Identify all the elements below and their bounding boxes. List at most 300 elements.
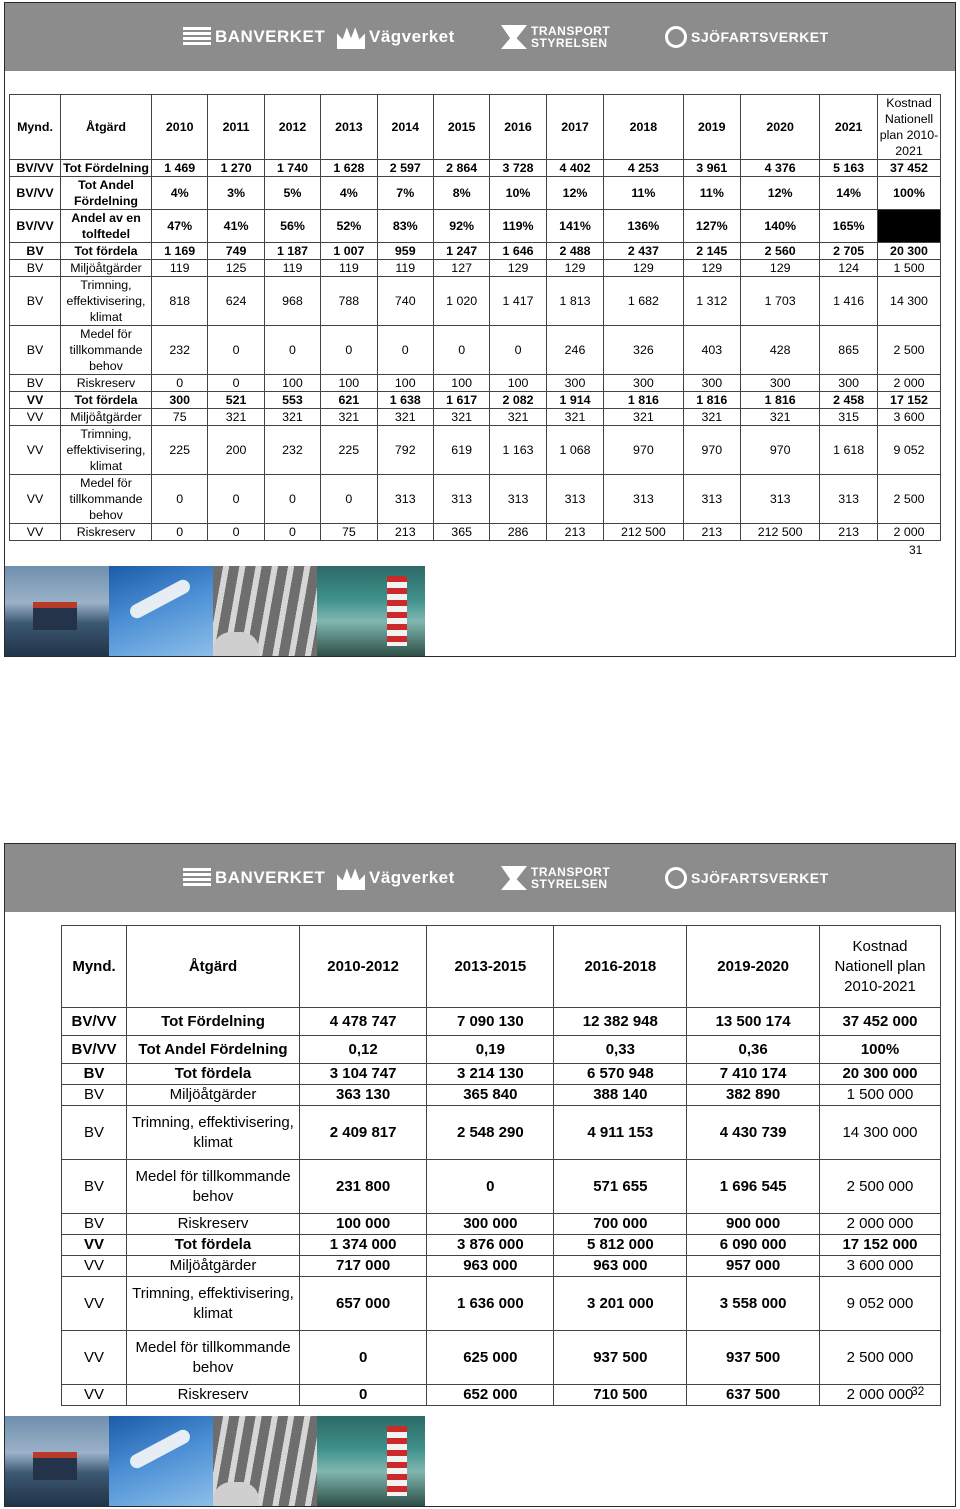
value-cell: 213 <box>546 524 604 541</box>
measure-cell: Miljöåtgärder <box>127 1256 300 1277</box>
value-cell: 2 705 <box>820 243 878 260</box>
value-cell: 212 500 <box>604 524 683 541</box>
value-cell: 56% <box>264 210 320 243</box>
transportstyrelsen-logo: TRANSPORT STYRELSEN <box>501 864 610 892</box>
value-cell: 212 500 <box>741 524 820 541</box>
value-cell: 232 <box>264 426 320 475</box>
ship-photo <box>5 1416 109 1507</box>
value-cell: 1 500 <box>878 260 941 277</box>
measure-cell: Riskreserv <box>61 524 152 541</box>
measure-cell: Andel av en tolftedel <box>61 210 152 243</box>
col-header: 2020 <box>741 95 820 160</box>
table-row <box>62 1235 941 1256</box>
value-cell: 2 500 <box>878 326 941 375</box>
value-cell: 300 <box>683 375 741 392</box>
value-cell: 140% <box>741 210 820 243</box>
value-cell: 970 <box>683 426 741 475</box>
value-cell: 1 703 <box>741 277 820 326</box>
value-cell: 213 <box>377 524 433 541</box>
measure-cell: Medel för tillkommande behov <box>61 326 152 375</box>
col-header: 2016-2018 <box>554 926 687 1008</box>
value-cell: 365 840 <box>427 1085 554 1106</box>
value-cell: 749 <box>208 243 264 260</box>
table-row <box>62 1085 941 1106</box>
table-row <box>10 524 941 541</box>
value-cell: 12% <box>546 177 604 210</box>
table-row <box>10 177 941 210</box>
value-cell: 3 214 130 <box>427 1064 554 1085</box>
value-cell: 0 <box>152 375 208 392</box>
value-cell: 1 312 <box>683 277 741 326</box>
value-cell: 321 <box>546 409 604 426</box>
agency-cell: VV <box>62 1385 127 1406</box>
table-row <box>10 160 941 177</box>
value-cell: 2 500 000 <box>820 1331 941 1385</box>
table-row <box>62 1106 941 1160</box>
value-cell: 13 500 174 <box>687 1008 820 1036</box>
measure-cell: Tot Andel Fördelning <box>127 1036 300 1064</box>
measure-cell: Tot Fördelning <box>127 1008 300 1036</box>
agency-cell: BV <box>10 326 61 375</box>
col-header: 2018 <box>604 95 683 160</box>
value-cell: 0 <box>208 326 264 375</box>
value-cell: 1 270 <box>208 160 264 177</box>
page-number: 31 <box>909 543 923 557</box>
value-cell: 14 300 000 <box>820 1106 941 1160</box>
value-cell <box>878 210 941 243</box>
value-cell: 129 <box>490 260 546 277</box>
value-cell: 4 478 747 <box>300 1008 427 1036</box>
value-cell: 959 <box>377 243 433 260</box>
ship-photo <box>5 566 109 657</box>
transportstyrelsen-mark-icon <box>501 25 527 49</box>
value-cell: 20 300 000 <box>820 1064 941 1085</box>
value-cell: 313 <box>683 475 741 524</box>
value-cell: 968 <box>264 277 320 326</box>
value-cell: 963 000 <box>554 1256 687 1277</box>
value-cell: 3 558 000 <box>687 1277 820 1331</box>
value-cell: 2 488 <box>546 243 604 260</box>
value-cell: 9 052 <box>878 426 941 475</box>
value-cell: 0,19 <box>427 1036 554 1064</box>
measure-cell: Tot Fördelning <box>61 160 152 177</box>
airplane-photo <box>109 566 213 657</box>
table-row <box>10 210 941 243</box>
agency-cell: BV <box>62 1160 127 1214</box>
value-cell: 1 416 <box>820 277 878 326</box>
value-cell: 286 <box>490 524 546 541</box>
value-cell: 213 <box>820 524 878 541</box>
value-cell: 17 152 <box>878 392 941 409</box>
measure-cell: Miljöåtgärder <box>127 1085 300 1106</box>
value-cell: 200 <box>208 426 264 475</box>
value-cell: 1 816 <box>683 392 741 409</box>
value-cell: 363 130 <box>300 1085 427 1106</box>
value-cell: 313 <box>377 475 433 524</box>
measure-cell: Medel för tillkommande behov <box>61 475 152 524</box>
value-cell: 8% <box>433 177 489 210</box>
value-cell: 1 163 <box>490 426 546 475</box>
value-cell: 47% <box>152 210 208 243</box>
col-header: 2012 <box>264 95 320 160</box>
value-cell: 553 <box>264 392 320 409</box>
value-cell: 1 914 <box>546 392 604 409</box>
value-cell: 2 548 290 <box>427 1106 554 1160</box>
value-cell: 321 <box>604 409 683 426</box>
value-cell: 1 247 <box>433 243 489 260</box>
train-crossing-photo <box>317 566 425 657</box>
col-header: 2019-2020 <box>687 926 820 1008</box>
value-cell: 124 <box>820 260 878 277</box>
measure-cell: Riskreserv <box>61 375 152 392</box>
vagverket-logo: Vägverket <box>337 23 455 51</box>
value-cell: 5% <box>264 177 320 210</box>
value-cell: 0,33 <box>554 1036 687 1064</box>
value-cell: 14% <box>820 177 878 210</box>
agency-cell: BV/VV <box>10 160 61 177</box>
airplane-photo <box>109 1416 213 1507</box>
value-cell: 300 000 <box>427 1214 554 1235</box>
value-cell: 1 007 <box>321 243 377 260</box>
value-cell: 313 <box>433 475 489 524</box>
value-cell: 0 <box>427 1160 554 1214</box>
value-cell: 300 <box>741 375 820 392</box>
value-cell: 83% <box>377 210 433 243</box>
value-cell: 100 000 <box>300 1214 427 1235</box>
transportstyrelsen-logo: TRANSPORT STYRELSEN <box>501 23 610 51</box>
col-header: 2021 <box>820 95 878 160</box>
value-cell: 792 <box>377 426 433 475</box>
value-cell: 3 728 <box>490 160 546 177</box>
value-cell: 2 000 000 <box>820 1385 941 1406</box>
table-row <box>62 1008 941 1036</box>
value-cell: 0 <box>208 375 264 392</box>
value-cell: 0 <box>264 524 320 541</box>
agency-cell: BV/VV <box>10 177 61 210</box>
value-cell: 321 <box>490 409 546 426</box>
value-cell: 0,12 <box>300 1036 427 1064</box>
value-cell: 0 <box>377 326 433 375</box>
value-cell: 1 813 <box>546 277 604 326</box>
table-row <box>62 1214 941 1235</box>
value-cell: 388 140 <box>554 1085 687 1106</box>
value-cell: 1 816 <box>604 392 683 409</box>
measure-cell: Tot fördela <box>127 1064 300 1085</box>
value-cell: 970 <box>604 426 683 475</box>
value-cell: 1 469 <box>152 160 208 177</box>
value-cell: 2 597 <box>377 160 433 177</box>
value-cell: 970 <box>741 426 820 475</box>
table-row <box>10 260 941 277</box>
value-cell: 1 816 <box>741 392 820 409</box>
value-cell: 1 500 000 <box>820 1085 941 1106</box>
value-cell: 937 500 <box>554 1331 687 1385</box>
value-cell: 1 646 <box>490 243 546 260</box>
agency-cell: VV <box>62 1277 127 1331</box>
value-cell: 213 <box>683 524 741 541</box>
value-cell: 0 <box>433 326 489 375</box>
value-cell: 365 <box>433 524 489 541</box>
value-cell: 717 000 <box>300 1256 427 1277</box>
col-header: 2016 <box>490 95 546 160</box>
agency-cell: BV <box>62 1064 127 1085</box>
vagverket-crown-icon <box>337 25 365 49</box>
banverket-mark-icon <box>183 868 211 888</box>
value-cell: 2 000 000 <box>820 1214 941 1235</box>
pedestrian-crossing-photo <box>213 1416 317 1507</box>
value-cell: 2 000 <box>878 375 941 392</box>
value-cell: 7 410 174 <box>687 1064 820 1085</box>
value-cell: 1 417 <box>490 277 546 326</box>
slide-31 <box>4 2 956 657</box>
value-cell: 119% <box>490 210 546 243</box>
value-cell: 963 000 <box>427 1256 554 1277</box>
col-header: Åtgärd <box>127 926 300 1008</box>
value-cell: 127 <box>433 260 489 277</box>
value-cell: 225 <box>321 426 377 475</box>
value-cell: 1 169 <box>152 243 208 260</box>
table-row <box>10 392 941 409</box>
agency-cell: VV <box>10 475 61 524</box>
logo-header-bar <box>5 3 955 71</box>
col-header: 2013-2015 <box>427 926 554 1008</box>
value-cell: 2 082 <box>490 392 546 409</box>
value-cell: 621 <box>321 392 377 409</box>
value-cell: 0 <box>300 1331 427 1385</box>
agency-cell: BV <box>62 1106 127 1160</box>
value-cell: 20 300 <box>878 243 941 260</box>
col-header: 2013 <box>321 95 377 160</box>
col-header: 2019 <box>683 95 741 160</box>
value-cell: 321 <box>377 409 433 426</box>
value-cell: 1 617 <box>433 392 489 409</box>
col-header: Kostnad Nationell plan 2010-2021 <box>820 926 941 1008</box>
photo-strip <box>5 566 425 657</box>
table-row <box>10 326 941 375</box>
value-cell: 4 376 <box>741 160 820 177</box>
measure-cell: Tot Andel Fördelning <box>61 177 152 210</box>
value-cell: 382 890 <box>687 1085 820 1106</box>
table-row <box>10 426 941 475</box>
table-row <box>62 1064 941 1085</box>
value-cell: 700 000 <box>554 1214 687 1235</box>
measure-cell: Miljöåtgärder <box>61 409 152 426</box>
value-cell: 2 145 <box>683 243 741 260</box>
value-cell: 1 187 <box>264 243 320 260</box>
value-cell: 52% <box>321 210 377 243</box>
value-cell: 129 <box>741 260 820 277</box>
value-cell: 300 <box>546 375 604 392</box>
value-cell: 12 382 948 <box>554 1008 687 1036</box>
value-cell: 403 <box>683 326 741 375</box>
table-row <box>10 409 941 426</box>
value-cell: 75 <box>152 409 208 426</box>
value-cell: 1 618 <box>820 426 878 475</box>
value-cell: 17 152 000 <box>820 1235 941 1256</box>
measure-cell: Tot fördela <box>127 1235 300 1256</box>
value-cell: 4 253 <box>604 160 683 177</box>
banverket-logo: BANVERKET <box>183 23 325 51</box>
agency-cell: BV <box>10 260 61 277</box>
value-cell: 4% <box>152 177 208 210</box>
page-number: 32 <box>911 1384 925 1398</box>
value-cell: 900 000 <box>687 1214 820 1235</box>
value-cell: 300 <box>820 375 878 392</box>
value-cell: 313 <box>490 475 546 524</box>
agency-cell: VV <box>10 524 61 541</box>
agency-cell: VV <box>10 426 61 475</box>
value-cell: 5 812 000 <box>554 1235 687 1256</box>
value-cell: 129 <box>683 260 741 277</box>
value-cell: 1 636 000 <box>427 1277 554 1331</box>
value-cell: 2 864 <box>433 160 489 177</box>
value-cell: 14 300 <box>878 277 941 326</box>
value-cell: 2 458 <box>820 392 878 409</box>
value-cell: 740 <box>377 277 433 326</box>
value-cell: 125 <box>208 260 264 277</box>
value-cell: 1 638 <box>377 392 433 409</box>
agency-cell: BV/VV <box>62 1008 127 1036</box>
col-header: 2014 <box>377 95 433 160</box>
value-cell: 3 104 747 <box>300 1064 427 1085</box>
measure-cell: Trimning, effektivisering, klimat <box>127 1277 300 1331</box>
slide-32 <box>4 843 956 1507</box>
value-cell: 129 <box>604 260 683 277</box>
value-cell: 136% <box>604 210 683 243</box>
value-cell: 119 <box>377 260 433 277</box>
value-cell: 321 <box>264 409 320 426</box>
col-header: 2011 <box>208 95 264 160</box>
value-cell: 9 052 000 <box>820 1277 941 1331</box>
agency-cell: VV <box>62 1256 127 1277</box>
agency-cell: BV <box>10 375 61 392</box>
value-cell: 818 <box>152 277 208 326</box>
value-cell: 1 696 545 <box>687 1160 820 1214</box>
agency-cell: BV <box>10 277 61 326</box>
value-cell: 0 <box>152 475 208 524</box>
value-cell: 788 <box>321 277 377 326</box>
value-cell: 100 <box>377 375 433 392</box>
col-header: 2010-2012 <box>300 926 427 1008</box>
transportstyrelsen-mark-icon <box>501 866 527 890</box>
value-cell: 315 <box>820 409 878 426</box>
table-header-row <box>10 95 941 160</box>
table-row <box>10 243 941 260</box>
agency-cell: VV <box>62 1235 127 1256</box>
table-row <box>62 1160 941 1214</box>
value-cell: 100 <box>490 375 546 392</box>
measure-cell: Riskreserv <box>127 1385 300 1406</box>
agency-cell: VV <box>10 409 61 426</box>
agency-cell: BV <box>62 1214 127 1235</box>
value-cell: 1 020 <box>433 277 489 326</box>
value-cell: 129 <box>546 260 604 277</box>
value-cell: 37 452 000 <box>820 1008 941 1036</box>
table-row <box>62 1036 941 1064</box>
value-cell: 3 600 <box>878 409 941 426</box>
value-cell: 11% <box>683 177 741 210</box>
value-cell: 127% <box>683 210 741 243</box>
col-header: Kostnad Nationell plan 2010-2021 <box>878 95 941 160</box>
col-header: Mynd. <box>62 926 127 1008</box>
measure-cell: Tot fördela <box>61 243 152 260</box>
agency-cell: VV <box>62 1331 127 1385</box>
value-cell: 41% <box>208 210 264 243</box>
col-header: Mynd. <box>10 95 61 160</box>
agency-cell: BV/VV <box>62 1036 127 1064</box>
value-cell: 141% <box>546 210 604 243</box>
value-cell: 313 <box>820 475 878 524</box>
value-cell: 4 430 739 <box>687 1106 820 1160</box>
value-cell: 3 876 000 <box>427 1235 554 1256</box>
value-cell: 11% <box>604 177 683 210</box>
value-cell: 100% <box>820 1036 941 1064</box>
value-cell: 4% <box>321 177 377 210</box>
table-row <box>10 375 941 392</box>
value-cell: 246 <box>546 326 604 375</box>
value-cell: 4 911 153 <box>554 1106 687 1160</box>
value-cell: 0,36 <box>687 1036 820 1064</box>
value-cell: 313 <box>604 475 683 524</box>
value-cell: 0 <box>208 524 264 541</box>
agency-cell: BV <box>62 1085 127 1106</box>
table-header-row <box>62 926 941 1008</box>
value-cell: 119 <box>264 260 320 277</box>
value-cell: 119 <box>152 260 208 277</box>
value-cell: 5 163 <box>820 160 878 177</box>
value-cell: 313 <box>546 475 604 524</box>
value-cell: 0 <box>321 326 377 375</box>
value-cell: 225 <box>152 426 208 475</box>
value-cell: 313 <box>741 475 820 524</box>
value-cell: 300 <box>152 392 208 409</box>
col-header: 2010 <box>152 95 208 160</box>
banverket-logo: BANVERKET <box>183 864 325 892</box>
measure-cell: Trimning, effektivisering, klimat <box>61 426 152 475</box>
banverket-mark-icon <box>183 27 211 47</box>
value-cell: 321 <box>683 409 741 426</box>
value-cell: 321 <box>433 409 489 426</box>
value-cell: 100 <box>264 375 320 392</box>
value-cell: 92% <box>433 210 489 243</box>
sjofartsverket-logo: SJÖFARTSVERKET <box>665 23 829 51</box>
measure-cell: Trimning, effektivisering, klimat <box>61 277 152 326</box>
value-cell: 3 600 000 <box>820 1256 941 1277</box>
col-header: 2017 <box>546 95 604 160</box>
value-cell: 0 <box>264 326 320 375</box>
value-cell: 657 000 <box>300 1277 427 1331</box>
value-cell: 1 628 <box>321 160 377 177</box>
value-cell: 321 <box>741 409 820 426</box>
value-cell: 7% <box>377 177 433 210</box>
value-cell: 165% <box>820 210 878 243</box>
measure-cell: Riskreserv <box>127 1214 300 1235</box>
table-row <box>62 1385 941 1406</box>
table-row <box>10 475 941 524</box>
value-cell: 3% <box>208 177 264 210</box>
value-cell: 3 961 <box>683 160 741 177</box>
value-cell: 1 682 <box>604 277 683 326</box>
measure-cell: Medel för tillkommande behov <box>127 1160 300 1214</box>
value-cell: 3 201 000 <box>554 1277 687 1331</box>
measure-cell: Trimning, effektivisering, klimat <box>127 1106 300 1160</box>
value-cell: 2 500 000 <box>820 1160 941 1214</box>
vagverket-crown-icon <box>337 866 365 890</box>
value-cell: 625 000 <box>427 1331 554 1385</box>
value-cell: 0 <box>264 475 320 524</box>
train-crossing-photo <box>317 1416 425 1507</box>
sjofartsverket-emblem-icon <box>665 867 687 889</box>
